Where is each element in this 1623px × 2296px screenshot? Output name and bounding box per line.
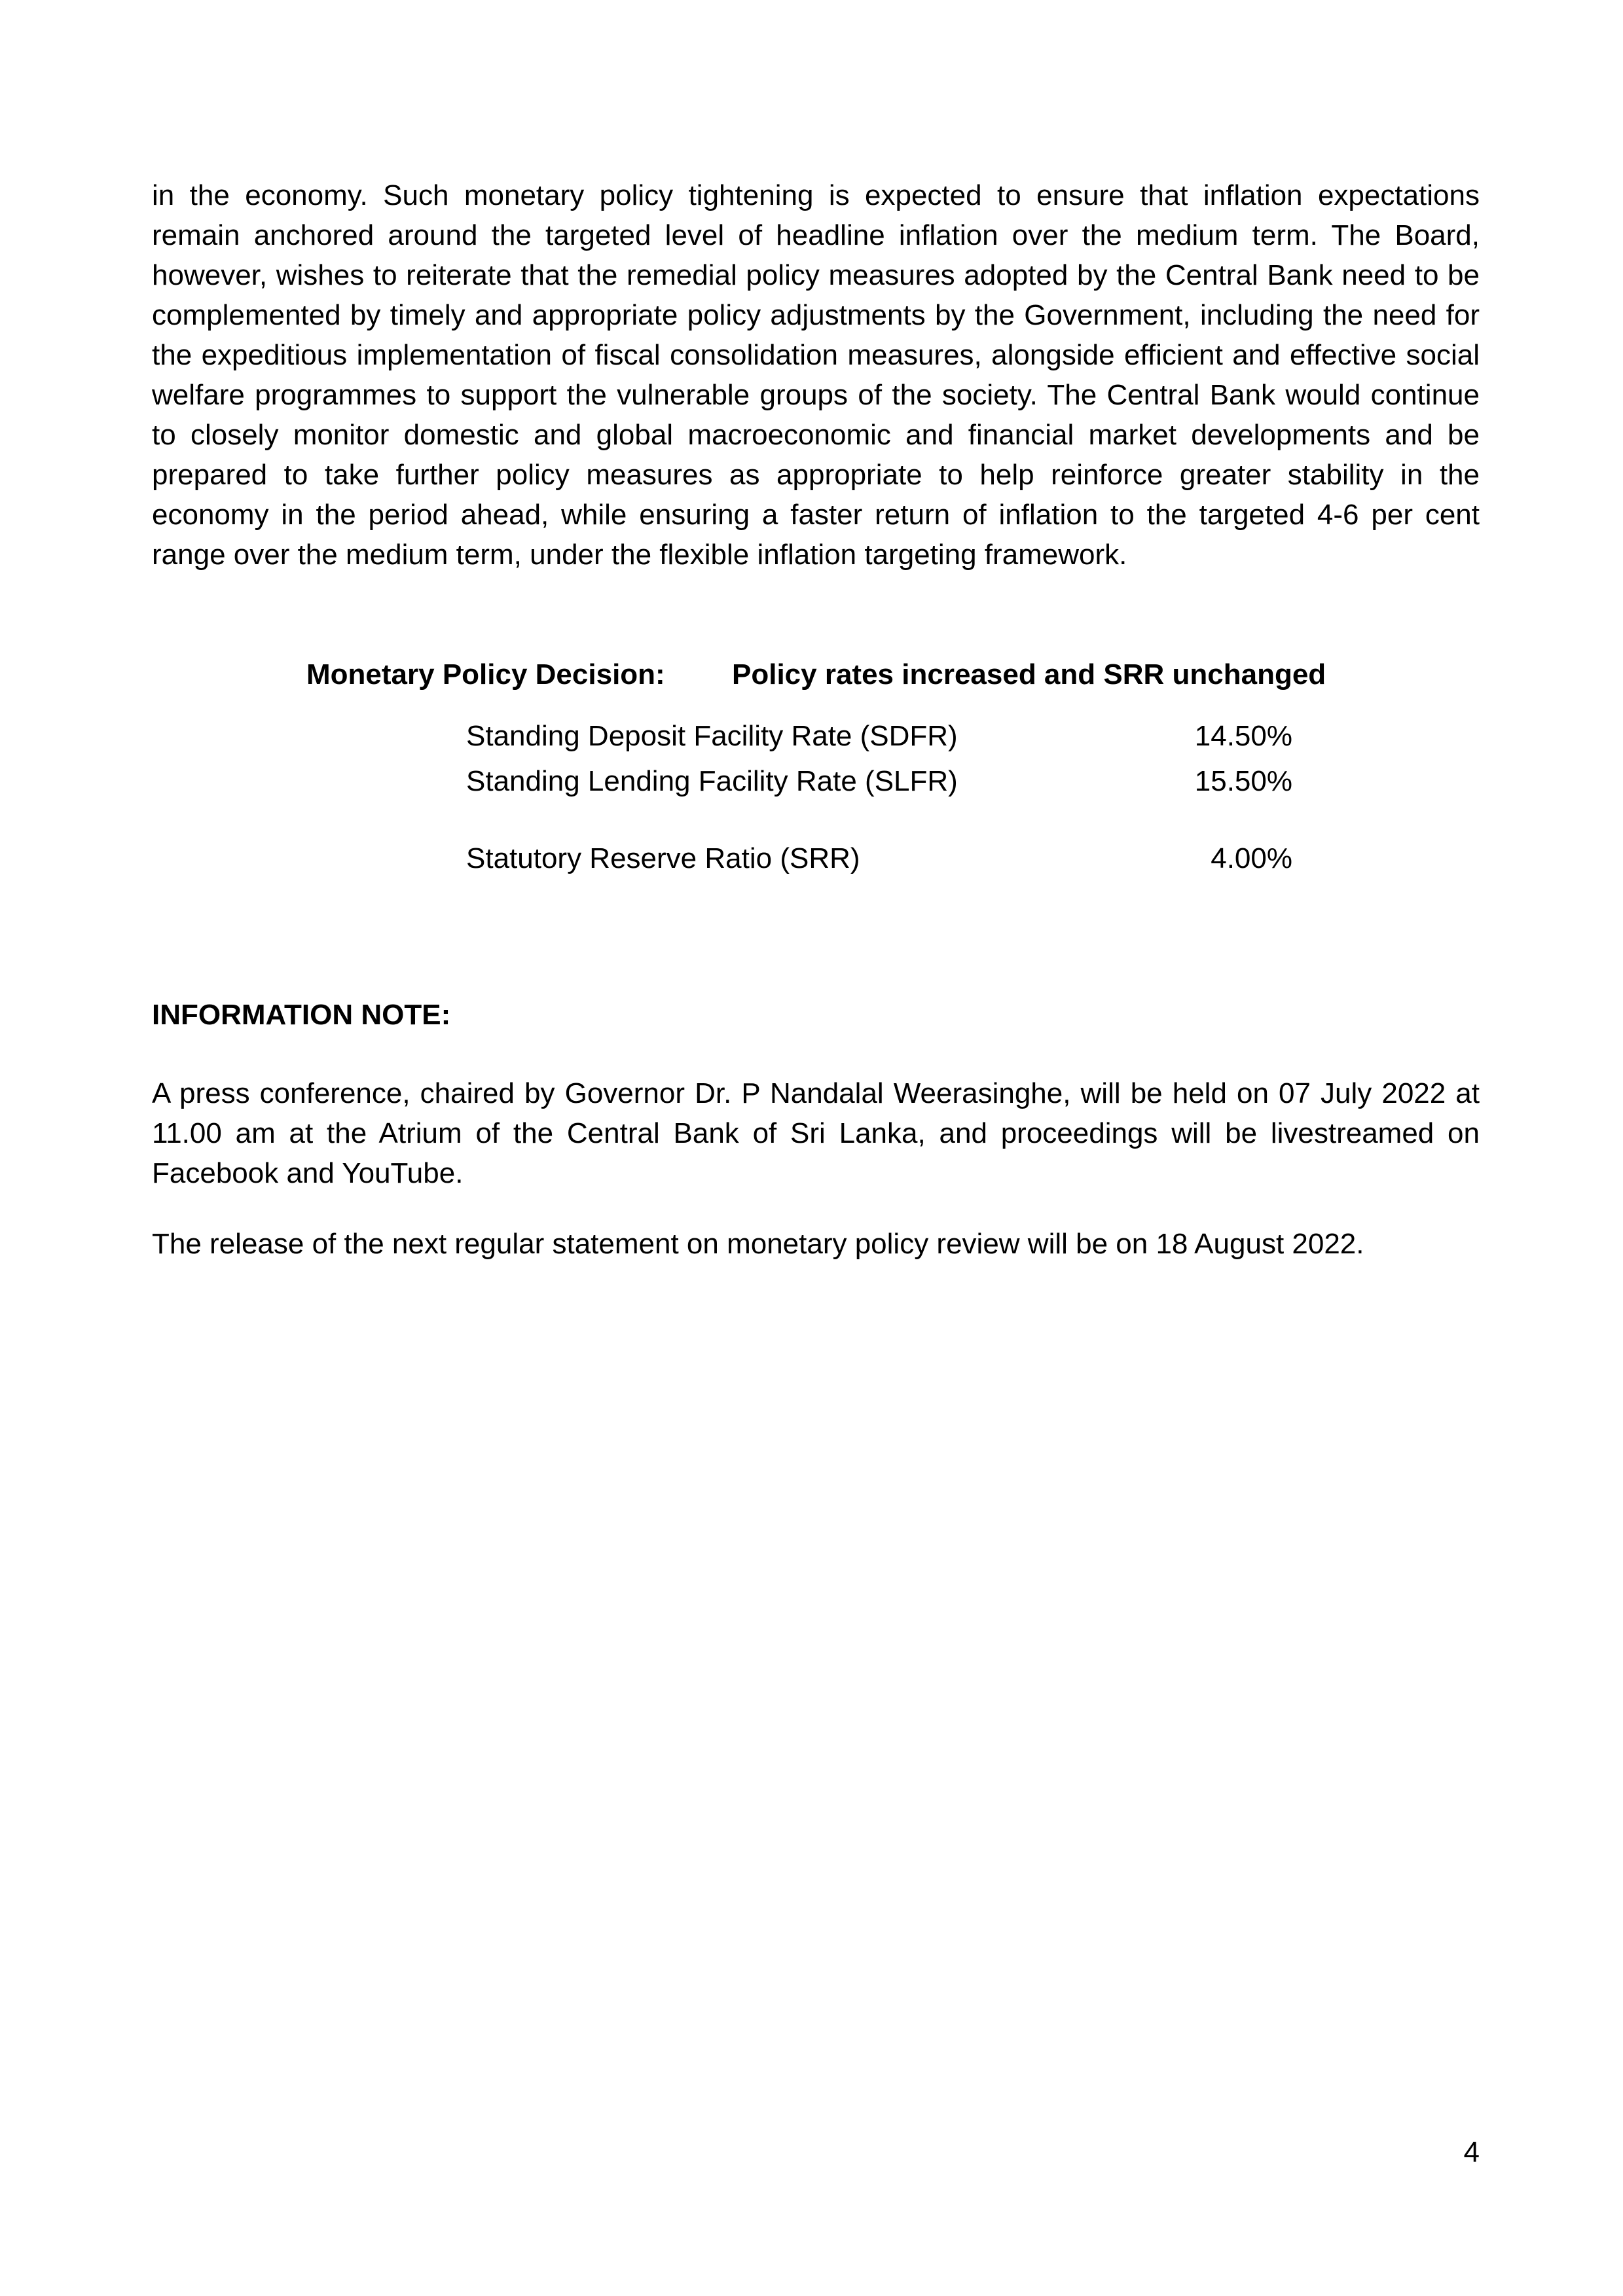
page-number: 4 [1463,2136,1480,2168]
intro-paragraph: in the economy. Such monetary policy tightening is expected to ensure that inflation expectations remain anchored around the targeted level of headline inflation over the medium term. The Board, however, wishes to reiterate that the remedial policy measures adopted by the Central Bank need to be complemented by timely and appropriate policy adjustments by the Government, including the need for the expeditious implementation of fiscal consolidation measures, alongside efficient and effective social welfare programmes to support the vulnerable groups of the society. The Central Bank would continue to closely monitor domestic and global macroeconomic and financial market developments and be prepared to take further policy measures as appropriate to help reinforce greater stability in the economy in the period ahead, while ensuring a faster return of inflation to the targeted 4-6 per cent range over the medium term, under the flexible inflation targeting framework. [152,179,1480,571]
rate-value: 14.50% [1194,720,1292,752]
rate-name: Statutory Reserve Ratio (SRR) [466,842,860,874]
rate-name: Standing Lending Facility Rate (SLFR) [466,765,958,797]
rate-value: 4.00% [1211,842,1292,874]
decision-label: Monetary Policy Decision: [306,658,665,691]
rate-value: 15.50% [1194,765,1292,797]
press-conference-paragraph: A press conference, chaired by Governor Dr. P Nandalal Weerasinghe, will be held on 07 July 2022 at 11.00 am at the Atrium of the Central Bank of Sri Lanka, and proceedings will be livestreamed on Facebook and YouTube. [152,1077,1480,1189]
rate-name: Standing Deposit Facility Rate (SDFR) [466,720,958,752]
next-release-paragraph: The release of the next regular statement on monetary policy review will be on 18 August 2022. [152,1228,1364,1260]
information-note-heading: INFORMATION NOTE: [152,999,451,1031]
decision-value: Policy rates increased and SRR unchanged [732,658,1326,691]
